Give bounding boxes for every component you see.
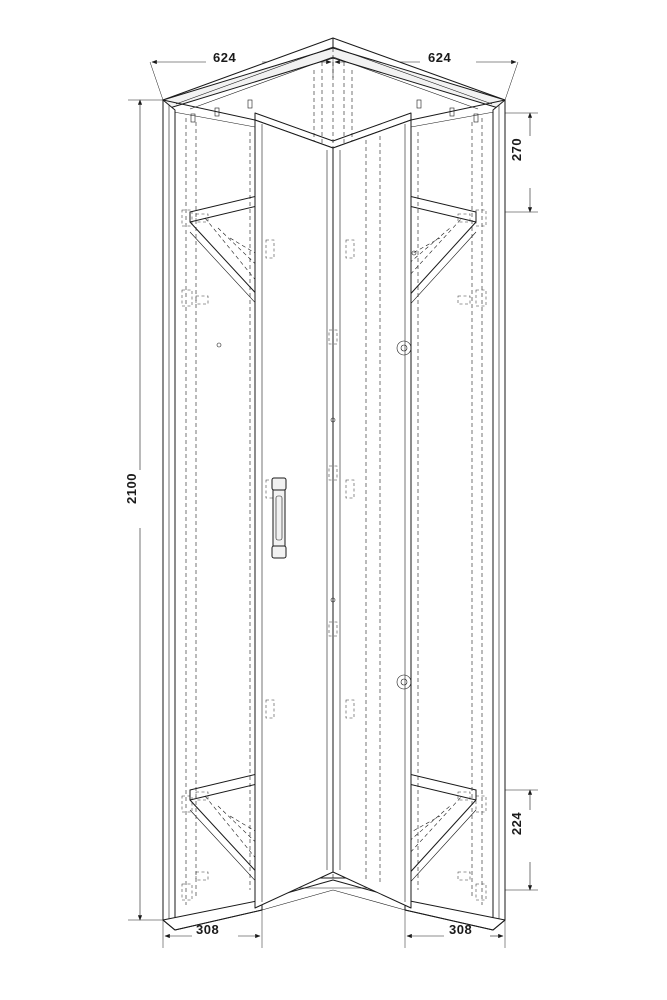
dimension-label-bottom-right: 308: [449, 922, 473, 937]
door-left: [255, 120, 333, 908]
right-side-panel: [411, 100, 505, 930]
dimension-label-top-left: 624: [213, 50, 237, 65]
dimension-label-top-right: 624: [428, 50, 452, 65]
dimension-label-height: 2100: [123, 473, 139, 504]
dimension-label-bottom-section: 224: [509, 811, 525, 836]
dimension-line-height: [128, 100, 163, 920]
door-right: [333, 120, 411, 908]
door-handle: [272, 478, 286, 558]
dimension-label-top-section: 270: [509, 137, 525, 162]
dimension-label-bottom-left: 308: [196, 922, 220, 937]
